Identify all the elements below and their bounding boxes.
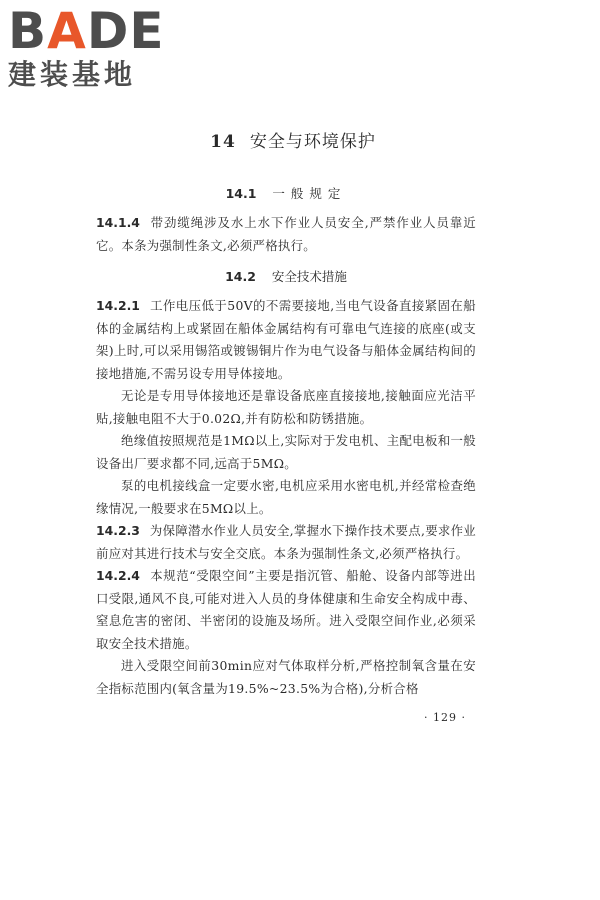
clause-text: 本规范“受限空间”主要是指沉管、船舱、设备内部等进出口受限,通风不良,可能对进入人员的身体健康和生命安全构成中毒、窒息危害的密闭、半密闭的设施及场所。进入受限空间作业,必须采取安全技术措施。 bbox=[96, 568, 476, 651]
clause-text: 为保障潜水作业人员安全,掌握水下操作技术要点,要求作业前应对其进行技术与安全交底。本条为强制性条文,必须严格执行。 bbox=[96, 523, 476, 561]
clause-number: 14.2.3 bbox=[96, 523, 140, 538]
section-number: 14.2 bbox=[225, 269, 256, 284]
clause-14-1-4 bbox=[96, 212, 476, 257]
clause-number: 14.2.1 bbox=[96, 298, 140, 313]
section-number: 14.1 bbox=[225, 186, 257, 201]
section-title: 安全技术措施 bbox=[271, 269, 347, 284]
paragraph: 绝缘值按照规范是1MΩ以上,实际对于发电机、主配电板和一般设备出厂要求都不同,远高于5MΩ。 bbox=[96, 433, 476, 471]
page-body bbox=[96, 130, 476, 700]
page-number: · 129 · bbox=[424, 711, 466, 724]
clause-text: 带劲缆绳涉及水上水下作业人员安全,严禁作业人员靠近它。本条为强制性条文,必须严格执行。 bbox=[96, 215, 476, 253]
paragraph: 进入受限空间前30min应对气体取样分析,严格控制氧含量在安全指标范围内(氧含量为19.5%~23.5%为合格),分析合格 bbox=[96, 658, 476, 696]
clause-number: 14.1.4 bbox=[96, 215, 140, 230]
chapter-heading bbox=[110, 130, 476, 154]
logo-subtitle: 建装基地 bbox=[8, 58, 137, 91]
logo-letter: B bbox=[8, 2, 48, 60]
section-heading-14-2 bbox=[96, 267, 476, 287]
logo-letter-accent: A bbox=[47, 2, 87, 60]
clause-14-2-1 bbox=[96, 295, 476, 385]
clause-text: 工作电压低于50V的不需要接地,当电气设备直接紧固在船体的金属结构上或紧固在船体金属结构有可靠电气连接的底座(或支架)上时,可以采用锡箔或镀锡铜片作为电气设备与船体金属结构间的接地措施,不需另设专用导体接地。 bbox=[96, 298, 476, 381]
logo-letters: DE bbox=[86, 2, 165, 60]
paragraph: 泵的电机接线盒一定要水密,电机应采用水密电机,并经常检查绝缘情况,一般要求在5MΩ以上。 bbox=[96, 478, 476, 516]
section-heading-14-1 bbox=[96, 184, 476, 204]
section-title: 一般规定 bbox=[272, 186, 347, 201]
clause-14-2-4 bbox=[96, 565, 476, 655]
clause-14-2-3 bbox=[96, 520, 476, 565]
clause-number: 14.2.4 bbox=[96, 568, 140, 583]
bade-logo bbox=[8, 2, 178, 92]
paragraph: 无论是专用导体接地还是靠设备底座直接接地,接触面应光洁平贴,接触电阻不大于0.02Ω,并有防松和防锈措施。 bbox=[96, 388, 476, 426]
chapter-number: 14 bbox=[210, 132, 236, 152]
logo-wordmark bbox=[8, 2, 178, 60]
chapter-title: 安全与环境保护 bbox=[249, 132, 376, 152]
